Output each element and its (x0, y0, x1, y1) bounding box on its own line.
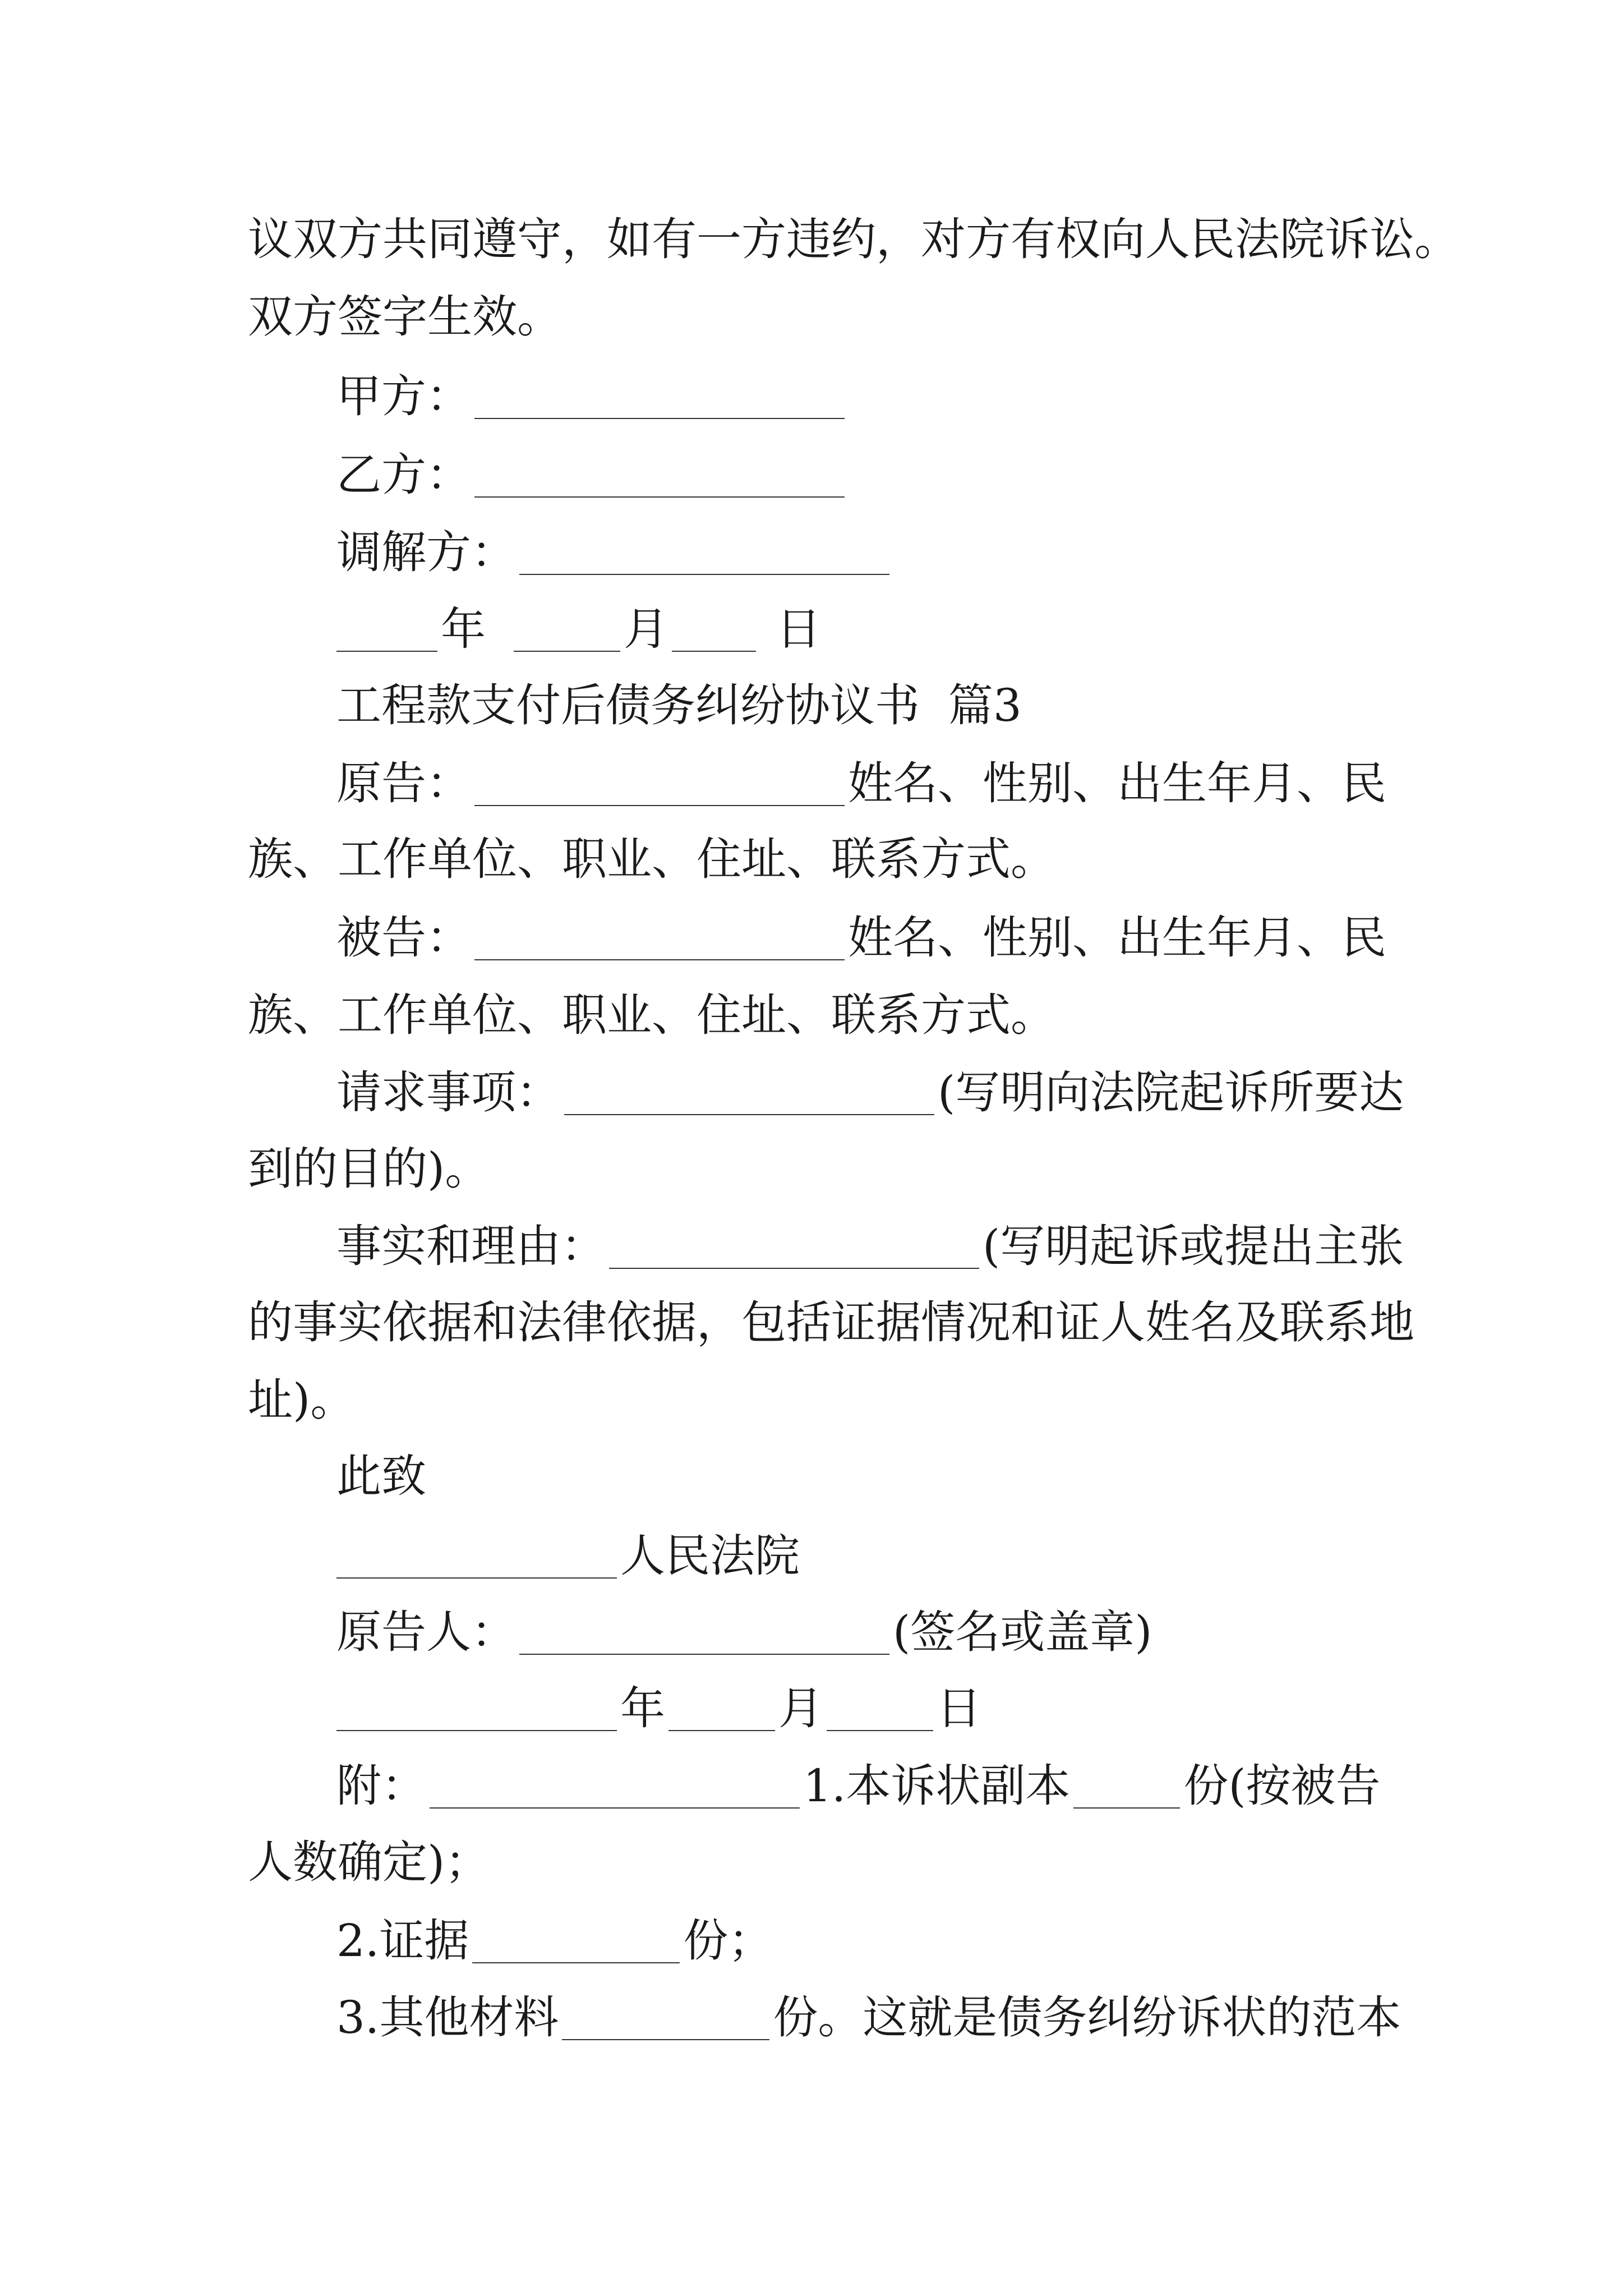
attachment-copy-blank (1073, 1763, 1180, 1809)
party-a-line (336, 370, 1385, 422)
party-b-label: 乙方： (336, 449, 471, 501)
plaintiff-blank (474, 760, 845, 806)
date1-day: 日 (776, 603, 821, 655)
signer-line (336, 1606, 1385, 1658)
plaintiff-continuation: 族、工作单位、职业、住址、联系方式。 (248, 833, 1055, 885)
paragraph-line-1: 议双方共同遵守，如有一方违约，对方有权向人民法院诉讼。 (248, 213, 1459, 265)
signer-tail: (签名或盖章) (893, 1606, 1152, 1658)
claims-label: 请求事项： (336, 1066, 561, 1119)
party-a-label: 甲方： (336, 370, 471, 422)
facts-blank (609, 1223, 979, 1269)
date1-month: 月 (624, 603, 668, 655)
evidence-tail: 份； (683, 1915, 773, 1967)
plaintiff-tail: 姓名、性别、出生年月、民 (848, 757, 1386, 809)
date1-day-blank (672, 606, 756, 652)
plaintiff-line (336, 757, 1386, 809)
date1-year-blank (336, 606, 437, 652)
party-a-blank (474, 373, 845, 419)
defendant-continuation: 族、工作单位、职业、住址、联系方式。 (248, 989, 1055, 1041)
court-blank (336, 1533, 617, 1579)
defendant-label: 被告： (336, 912, 471, 964)
section-title: 工程款支付后债务纠纷协议书 篇3 (336, 679, 1022, 731)
court-label: 人民法院 (620, 1530, 800, 1582)
date1-month-blank (514, 606, 620, 652)
signer-label: 原告人： (336, 1606, 516, 1658)
claims-line (336, 1066, 1404, 1119)
attachment-blank (430, 1763, 800, 1809)
court-line (336, 1530, 1385, 1582)
salutation: 此致 (336, 1450, 426, 1502)
facts-continuation-2: 址)。 (248, 1374, 356, 1426)
facts-continuation-1: 的事实依据和法律依据，包括证据情况和证人姓名及联系地 (248, 1296, 1414, 1349)
mediator-line (336, 526, 1385, 578)
other-materials-blank (562, 1994, 769, 2040)
facts-label: 事实和理由： (336, 1220, 606, 1272)
attachment-copy-tail: 份(按被告 (1183, 1760, 1381, 1812)
facts-line (336, 1220, 1404, 1272)
party-b-line (336, 449, 1385, 501)
date-line-2 (336, 1682, 1385, 1734)
other-materials-label: 3.其他材料 (336, 1991, 559, 2044)
mediator-label: 调解方： (336, 526, 516, 578)
defendant-line (336, 912, 1386, 964)
facts-tail: (写明起诉或提出主张 (983, 1220, 1404, 1272)
date1-year: 年 (441, 603, 486, 655)
date-line-1 (336, 603, 1385, 655)
other-materials-tail: 份。这就是债务纠纷诉状的范本 (773, 1991, 1401, 2044)
claims-continuation: 到的目的)。 (248, 1143, 490, 1195)
signer-blank (519, 1609, 889, 1655)
date2-year: 年 (620, 1682, 665, 1734)
attachment-copy-label: 1.本诉状副本 (803, 1760, 1071, 1812)
party-b-blank (474, 452, 845, 498)
paragraph-line-2: 双方签字生效。 (248, 291, 562, 343)
attachment-continuation: 人数确定)； (248, 1836, 490, 1888)
date2-year-blank (336, 1685, 617, 1731)
date2-month: 月 (778, 1682, 823, 1734)
attachment-line (336, 1760, 1385, 1812)
evidence-line (336, 1915, 1385, 1967)
claims-blank (564, 1069, 934, 1115)
other-materials-line (336, 1991, 1401, 2044)
date2-day: 日 (937, 1682, 981, 1734)
defendant-tail: 姓名、性别、出生年月、民 (848, 912, 1386, 964)
date2-month-blank (668, 1685, 775, 1731)
evidence-label: 2.证据 (336, 1915, 469, 1967)
claims-tail: (写明向法院起诉所要达 (938, 1066, 1404, 1119)
attachment-label: 附： (336, 1760, 426, 1812)
defendant-blank (474, 914, 845, 960)
evidence-blank (472, 1917, 680, 1963)
plaintiff-label: 原告： (336, 757, 471, 809)
mediator-blank (519, 529, 889, 575)
date2-day-blank (827, 1685, 933, 1731)
